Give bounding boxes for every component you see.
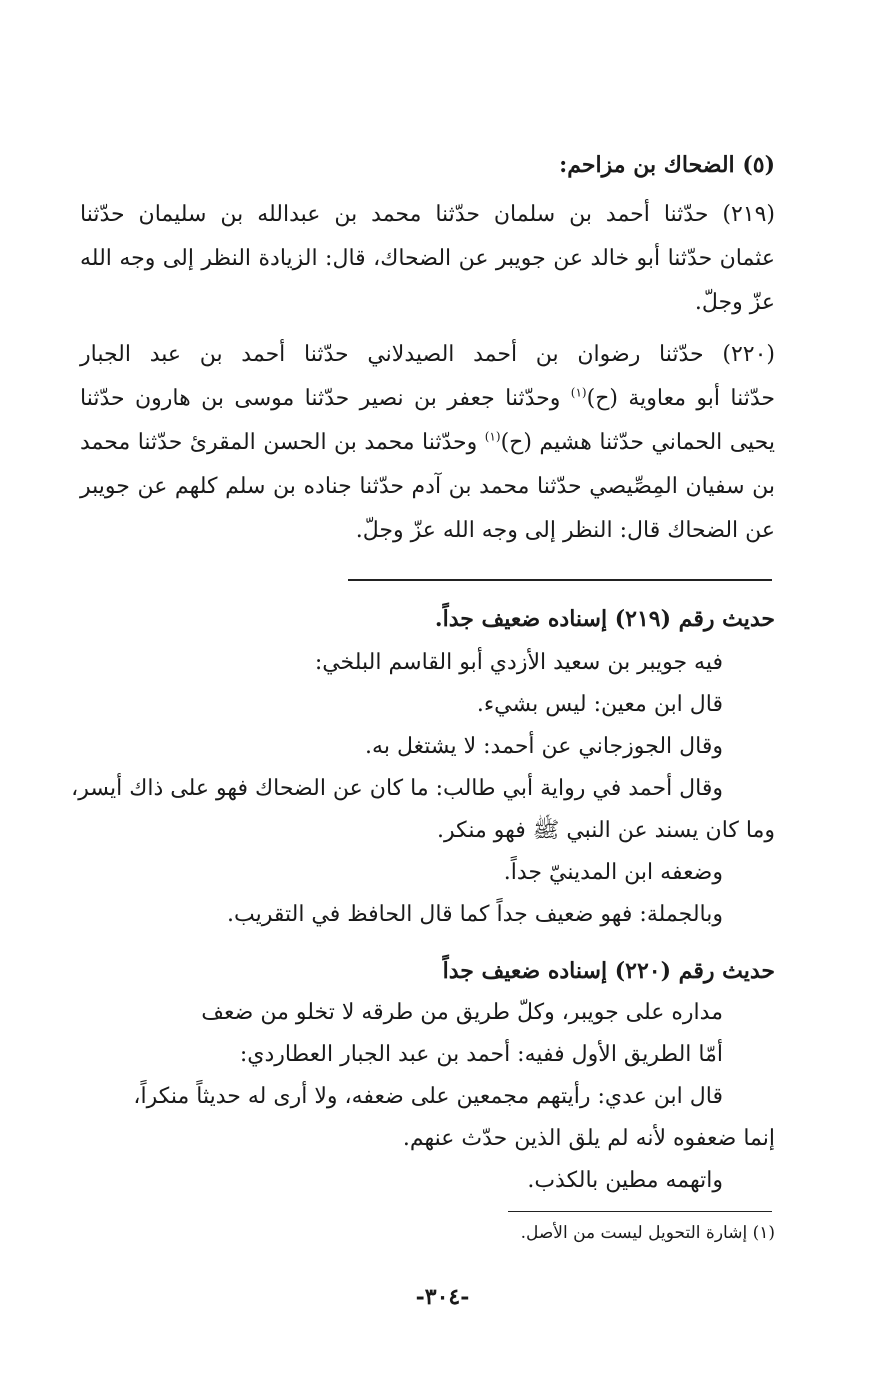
commentary-divider	[348, 579, 772, 581]
commentary-220-line-5: واتهمه مطين بالكذب.	[527, 1168, 723, 1193]
commentary-219-line-7: وبالجملة: فهو ضعيف جداً كما قال الحافظ في التقريب.	[226, 902, 723, 927]
commentary-219-line-2: قال ابن معين: ليس بشيء.	[476, 692, 723, 717]
hadith-220-line-3-part-a: يحيى الحماني حدّثنا هشيم (ح)	[500, 430, 776, 455]
commentary-220-line-3: قال ابن عدي: رأيتهم مجمعين على ضعفه، ولا أرى له حديثاً منكراً،	[133, 1084, 723, 1109]
hadith-220-line-1: (٢٢٠) حدّثنا رضوان بن أحمد الصيدلاني حدّثنا أحمد بن عبد الجبار	[80, 342, 775, 367]
commentary-219-line-5: وما كان يسند عن النبي ﷺ فهو منكر.	[437, 818, 775, 843]
hadith-220-line-4: بن سفيان المِصِّيصي حدّثنا محمد بن آدم حدّثنا جناده بن سلم كلهم عن جويبر	[80, 474, 775, 499]
hadith-219-line-3: عزّ وجلّ.	[694, 290, 775, 315]
hadith-220-line-3	[80, 428, 775, 458]
footnote-ref-1: (١)	[570, 385, 587, 400]
commentary-220-line-2: أمّا الطريق الأول ففيه: أحمد بن عبد الجبار العطاردي:	[239, 1042, 723, 1067]
hadith-220-line-2-part-b: وحدّثنا جعفر بن نصير حدّثنا موسى بن هارون حدّثنا	[80, 386, 561, 411]
footnote-ref-2: (١)	[484, 429, 501, 444]
hadith-219-line-1: (٢١٩) حدّثنا أحمد بن سلمان حدّثنا محمد بن عبدالله بن سليمان حدّثنا	[80, 202, 775, 227]
hadith-220-line-2	[80, 384, 775, 414]
commentary-219-line-6: وضعفه ابن المدينيّ جداً.	[503, 860, 723, 885]
section-heading: (٥) الضحاك بن مزاحم:	[559, 152, 775, 178]
commentary-219-title: حديث رقم (٢١٩) إسناده ضعيف جداً.	[434, 606, 775, 632]
page-number: -٣٠٤-	[415, 1284, 470, 1310]
commentary-219-line-1: فيه جويبر بن سعيد الأزدي أبو القاسم البلخي:	[314, 650, 723, 675]
commentary-219-line-3: وقال الجوزجاني عن أحمد: لا يشتغل به.	[365, 734, 723, 759]
hadith-219-line-2: عثمان حدّثنا أبو خالد عن جويبر عن الضحاك، قال: الزيادة النظر إلى وجه الله	[80, 246, 775, 271]
hadith-220-line-3-part-b: وحدّثنا محمد بن الحسن المقرئ حدّثنا محمد	[80, 430, 478, 455]
hadith-220-line-2-part-a: حدّثنا أبو معاوية (ح)	[586, 386, 775, 411]
footnote-1: (١) إشارة التحويل ليست من الأصل.	[520, 1223, 775, 1243]
commentary-220-line-1: مداره على جويبر، وكلّ طريق من طرقه لا تخلو من ضعف	[201, 1000, 723, 1025]
footnote-divider	[508, 1211, 772, 1212]
commentary-220-line-4: إنما ضعفوه لأنه لم يلق الذين حدّث عنهم.	[402, 1126, 775, 1151]
commentary-220-title: حديث رقم (٢٢٠) إسناده ضعيف جداً	[442, 958, 775, 984]
hadith-220-line-5: عن الضحاك قال: النظر إلى وجه الله عزّ وجلّ.	[355, 518, 775, 543]
commentary-219-line-4: وقال أحمد في رواية أبي طالب: ما كان عن الضحاك فهو على ذاك أيسر،	[71, 776, 723, 801]
